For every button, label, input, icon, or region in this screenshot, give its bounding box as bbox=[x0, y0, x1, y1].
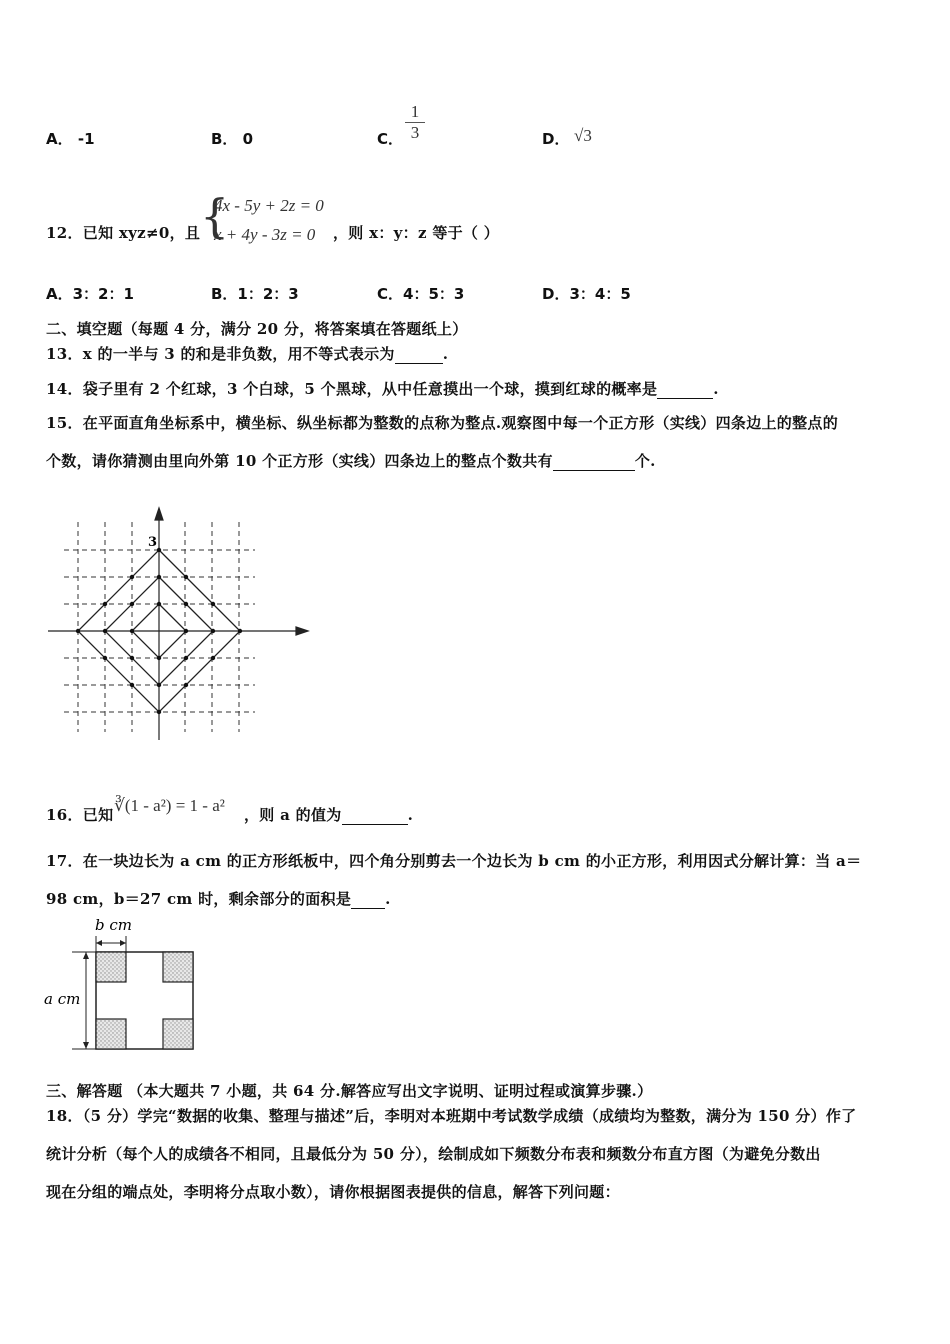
q18-line-2: 统计分析（每个人的成绩各不相同，且最低分为 50 分），绘制成如下频数分布表和频数分布直方图（为避免分数出 bbox=[46, 1145, 821, 1163]
q13-end: . bbox=[442, 345, 449, 363]
q12-suffix: ，则 x：y：z 等于（ ） bbox=[333, 224, 500, 242]
q17-line-1: 17．在一块边长为 a cm 的正方形纸板中，四个角分别剪去一个边长为 b cm 的小正方形，利用因式分解计算：当 a＝ bbox=[46, 852, 862, 870]
a-cm-label: a cm bbox=[44, 990, 81, 1008]
q17-line-2 bbox=[46, 888, 391, 909]
section-2-title: 二、填空题（每题 4 分，满分 20 分，将答案填在答题纸上） bbox=[46, 320, 468, 338]
q15-line-2 bbox=[46, 450, 656, 471]
axis-label-3: 3 bbox=[148, 535, 158, 550]
q11-option-d-value: √3 bbox=[574, 126, 592, 145]
q12-equation-1: 4x - 5y + 2z = 0 bbox=[214, 196, 324, 215]
option-label: A． bbox=[46, 130, 73, 148]
q16-prefix: 16．已知 bbox=[46, 806, 114, 824]
q14 bbox=[46, 378, 719, 399]
q17-line-2-start: 98 cm，b＝27 cm 时，剩余部分的面积是 bbox=[46, 890, 352, 908]
q16-end: . bbox=[407, 806, 414, 824]
q12-option-d: D．3：4：5 bbox=[542, 285, 631, 303]
q15-line-1: 15．在平面直角坐标系中，横坐标、纵坐标都为整数的点称为整点.观察图中每一个正方形（实线）四条边上的整点的 bbox=[46, 414, 839, 432]
q14-end: . bbox=[713, 380, 719, 398]
q16-suffix: ，则 a 的值为 bbox=[244, 806, 342, 824]
q15-lattice-figure bbox=[40, 500, 330, 750]
q17-square-figure bbox=[40, 912, 210, 1062]
option-value: -1 bbox=[77, 130, 95, 148]
q17-answer-blank bbox=[351, 890, 385, 909]
section-3-title: 三、解答题 （本大题共 7 小题，共 64 分.解答应写出文字说明、证明过程或演算步骤.） bbox=[46, 1082, 653, 1100]
q12-option-b: B．1：2：3 bbox=[211, 285, 299, 303]
axes bbox=[48, 508, 308, 740]
q11-option-d-label: D． bbox=[542, 130, 570, 148]
q12-option-a: A．3：2：1 bbox=[46, 285, 134, 303]
q13 bbox=[46, 343, 448, 364]
a-arrow-bottom bbox=[83, 1042, 89, 1049]
b-cm-label: b cm bbox=[95, 916, 132, 934]
q14-answer-blank bbox=[657, 380, 713, 399]
q11-option-a bbox=[46, 128, 95, 149]
corner-square-top-left bbox=[96, 952, 126, 982]
fraction-numerator: 1 bbox=[410, 102, 420, 121]
q15-line-2-start: 个数，请你猜测由里向外第 10 个正方形（实线）四条边上的整点个数共有 bbox=[46, 452, 553, 470]
q11-option-c-fraction bbox=[405, 102, 425, 143]
q18-line-1: 18．（5 分）学完“数据的收集、整理与描述”后，李明对本班期中考试数学成绩（成绩均为整数，满分为 150 分）作了 bbox=[46, 1107, 857, 1125]
q16-answer-blank bbox=[342, 806, 408, 825]
b-arrow-right bbox=[120, 940, 126, 946]
a-arrow-top bbox=[83, 952, 89, 959]
q14-text: 14．袋子里有 2 个红球，3 个白球，5 个黑球，从中任意摸出一个球，摸到红球的概率是 bbox=[46, 380, 658, 398]
corner-square-bottom-left bbox=[96, 1019, 126, 1049]
q16-equation: ∛(1 - a²) = 1 - a² bbox=[114, 796, 225, 815]
fraction-denominator: 3 bbox=[405, 122, 425, 143]
q12-equation-2: x + 4y - 3z = 0 bbox=[214, 225, 316, 244]
q11-option-b bbox=[211, 128, 253, 149]
b-arrow-left bbox=[96, 940, 102, 946]
q15-answer-blank bbox=[553, 452, 635, 471]
option-label: B． bbox=[211, 130, 238, 148]
q13-text: 13．x 的一半与 3 的和是非负数，用不等式表示为 bbox=[46, 345, 395, 363]
option-value: 0 bbox=[242, 130, 254, 148]
q15-line-2-end: 个. bbox=[634, 452, 656, 470]
q12-option-c: C．4：5：3 bbox=[377, 285, 465, 303]
q12-prefix: 12．已知 xyz≠0，且 bbox=[46, 224, 201, 242]
q17-line-2-end: . bbox=[385, 890, 391, 908]
system-brace: { bbox=[200, 189, 230, 243]
corner-square-bottom-right bbox=[163, 1019, 193, 1049]
corner-square-top-right bbox=[163, 952, 193, 982]
q11-option-c-label: C． bbox=[377, 130, 404, 148]
q18-line-3: 现在分组的端点处，李明将分点取小数），请你根据图表提供的信息，解答下列问题： bbox=[46, 1183, 620, 1201]
q16-tail bbox=[244, 804, 413, 825]
q13-answer-blank bbox=[395, 345, 443, 364]
